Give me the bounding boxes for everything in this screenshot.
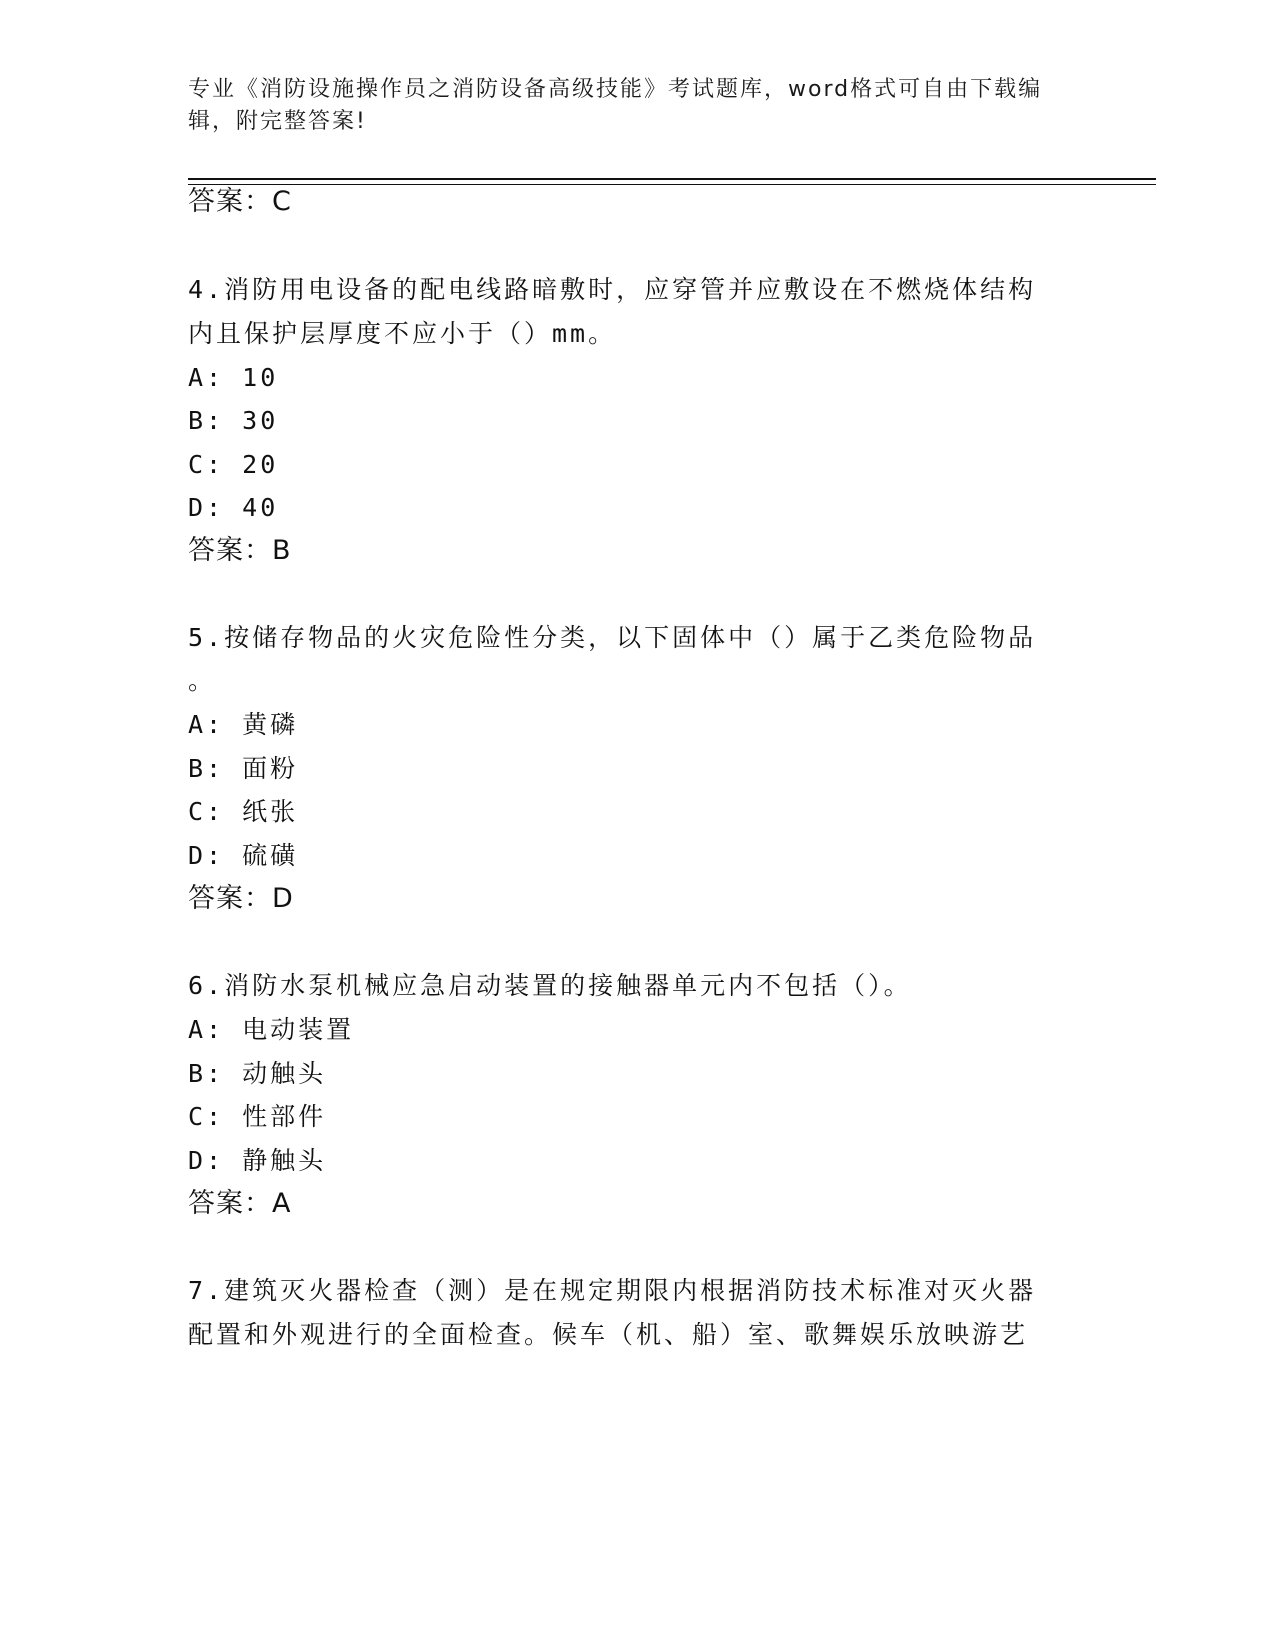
- question-5-option-d: D: 硫磺: [188, 841, 299, 870]
- question-5-option-b: B: 面粉: [188, 754, 299, 783]
- question-6-option-a: A: 电动装置: [188, 1015, 355, 1044]
- question-4-option-b: B: 30: [188, 406, 279, 435]
- question-4-option-a: A: 10: [188, 363, 279, 392]
- question-6-option-d: D: 静触头: [188, 1146, 327, 1175]
- question-5-text-line-1: 5.按储存物品的火灾危险性分类，以下固体中（）属于乙类危险物品: [188, 623, 1037, 652]
- question-7-text-line-1: 7.建筑灭火器检查（测）是在规定期限内根据消防技术标准对灭火器: [188, 1276, 1037, 1305]
- question-4-text-line-1: 4.消防用电设备的配电线路暗敷时，应穿管并应敷设在不燃烧体结构: [188, 275, 1037, 304]
- question-6-text-line-1: 6.消防水泵机械应急启动装置的接触器单元内不包括（）。: [188, 971, 912, 1000]
- question-6-answer: 答案：A: [188, 1188, 292, 1219]
- header-divider-thin: [188, 184, 1156, 185]
- question-6-option-b: B: 动触头: [188, 1059, 327, 1088]
- header-divider-thick: [188, 178, 1156, 180]
- answer-previous: 答案：C: [188, 186, 292, 217]
- question-4-text-line-2: 内且保护层厚度不应小于（）mm。: [188, 319, 617, 348]
- document-header: [188, 74, 1068, 138]
- question-5-option-c: C: 纸张: [188, 797, 299, 826]
- question-4-answer: 答案：B: [188, 535, 292, 566]
- question-4-option-d: D: 40: [188, 493, 279, 522]
- question-5-option-a: A: 黄磷: [188, 710, 299, 739]
- question-5-answer: 答案：D: [188, 883, 294, 914]
- question-4-option-c: C: 20: [188, 450, 279, 479]
- question-7-text-line-2: 配置和外观进行的全面检查。候车（机、船）室、歌舞娱乐放映游艺: [188, 1320, 1029, 1349]
- question-5-text-line-2: 。: [188, 666, 217, 695]
- header-line-1: 专业《消防设施操作员之消防设备高级技能》考试题库，word格式可自由下载编: [188, 77, 1043, 102]
- header-line-2: 辑，附完整答案!: [188, 109, 367, 134]
- question-6-option-c: C: 性部件: [188, 1102, 327, 1131]
